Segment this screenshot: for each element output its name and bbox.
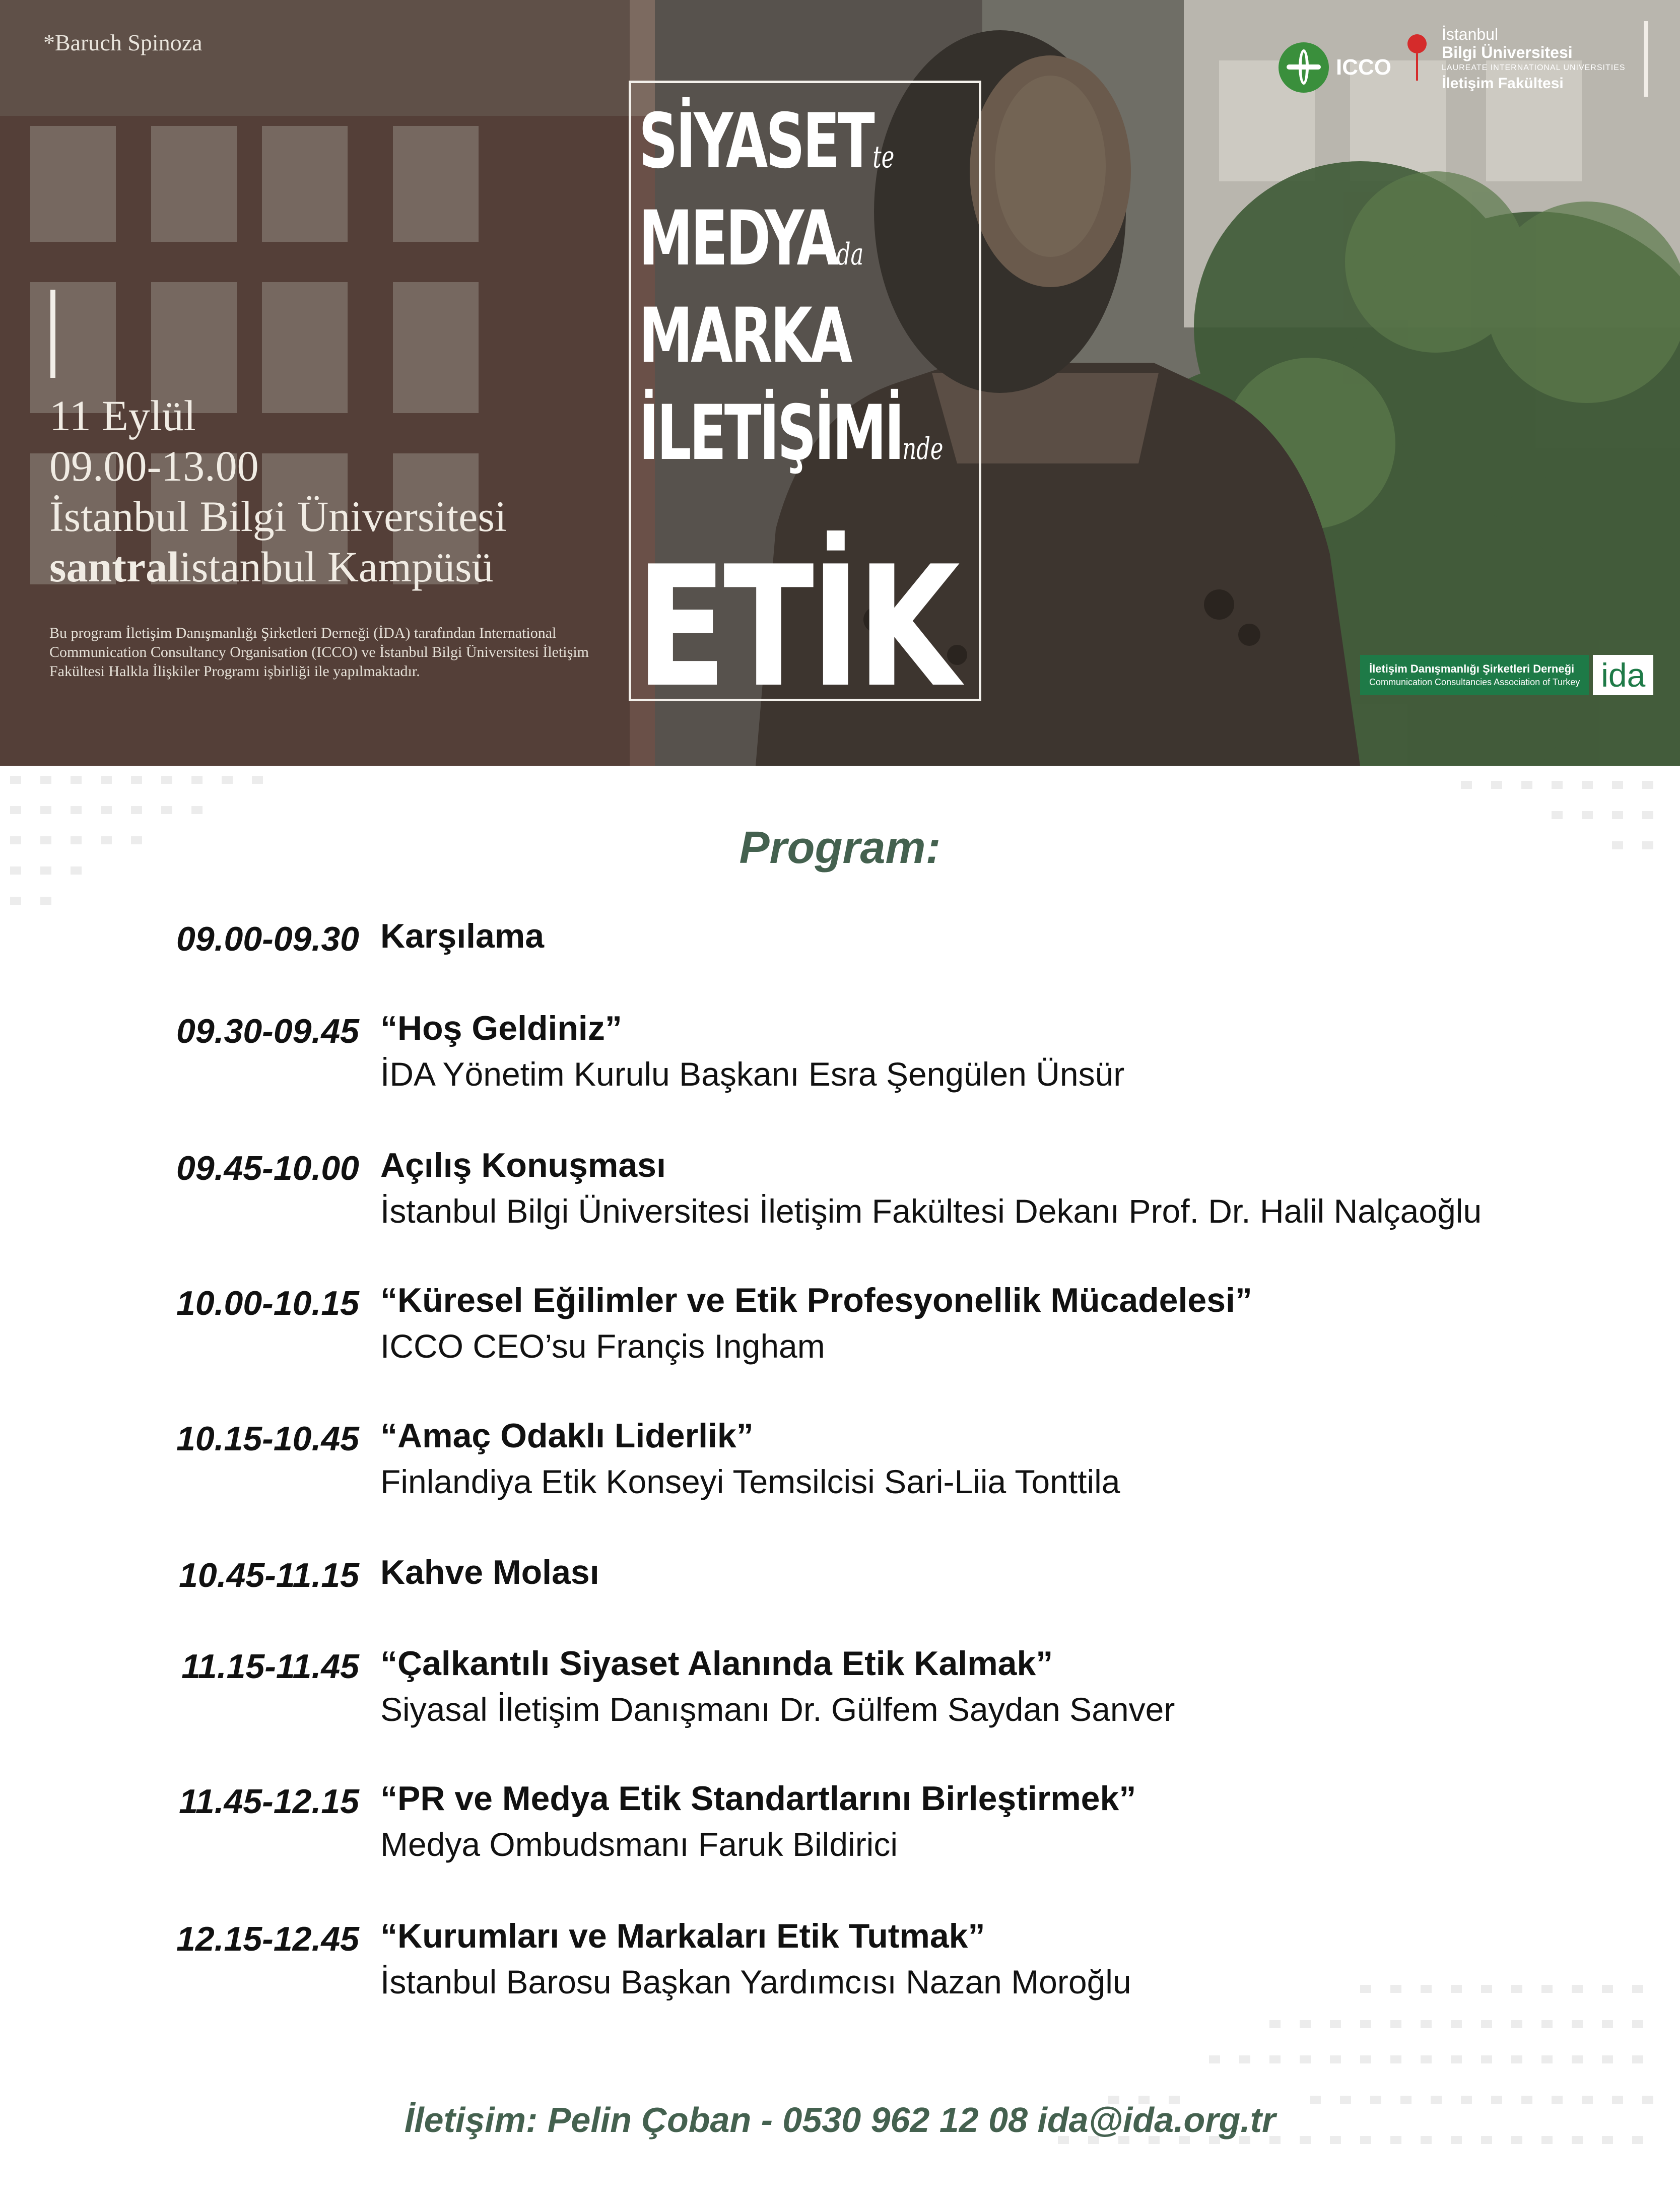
item-speaker: Finlandiya Etik Konseyi Temsilcisi Sari-Liia Tonttila bbox=[380, 1463, 1120, 1500]
item-speaker: İDA Yönetim Kurulu Başkanı Esra Şengülen Ünsür bbox=[380, 1055, 1125, 1093]
item-time: 11.45-12.15 bbox=[179, 1782, 359, 1821]
ida-name: İletişim Danışmanlığı Şirketleri Derneği bbox=[1369, 662, 1575, 675]
event-info bbox=[49, 390, 507, 592]
decorative-bar bbox=[1644, 21, 1648, 97]
item-title: Kahve Molası bbox=[380, 1553, 599, 1591]
item-time: 11.15-11.45 bbox=[181, 1647, 359, 1686]
icco-label: ICCO bbox=[1336, 55, 1391, 80]
title-line: İLETİŞİMİnde bbox=[639, 389, 944, 477]
event-title bbox=[639, 98, 1061, 490]
program-section bbox=[0, 766, 1680, 2202]
item-speaker: İstanbul Barosu Başkan Yardımcısı Nazan Moroğlu bbox=[380, 1963, 1131, 2000]
hero-banner bbox=[0, 0, 1680, 766]
program-heading: Program: bbox=[739, 823, 941, 873]
bilgi-line3: LAUREATE INTERNATIONAL UNIVERSITIES bbox=[1442, 63, 1626, 72]
event-university: İstanbul Bilgi Üniversitesi bbox=[49, 492, 507, 541]
event-note: Bu program İletişim Danışmanlığı Şirketleri Derneği (İDA) tarafından International Communication Consultancy Organisation (ICCO) ve İstanbul Bilgi Üniversitesi İletişim Fakültesi Halkla İlişkiler Programı işbirliği ile yapılmaktadır. bbox=[49, 625, 589, 680]
item-time: 10.15-10.45 bbox=[176, 1420, 359, 1458]
item-speaker: Siyasal İletişim Danışmanı Dr. Gülfem Saydan Sanver bbox=[380, 1691, 1175, 1728]
decorative-bar bbox=[50, 290, 55, 378]
icco-globe-icon bbox=[1279, 42, 1329, 93]
item-time: 10.00-10.15 bbox=[176, 1284, 359, 1322]
item-title: “PR ve Medya Etik Standartlarını Birleştirmek” bbox=[380, 1779, 1136, 1818]
item-speaker: İstanbul Bilgi Üniversitesi İletişim Fakültesi Dekanı Prof. Dr. Halil Nalçaoğlu bbox=[380, 1192, 1482, 1230]
item-title: Karşılama bbox=[380, 917, 545, 955]
item-title: “Küresel Eğilimler ve Etik Profesyonellik Mücadelesi” bbox=[380, 1281, 1252, 1319]
item-speaker: ICCO CEO’su Françis Ingham bbox=[380, 1327, 825, 1365]
icco-logo bbox=[1279, 42, 1391, 93]
ida-english: Communication Consultancies Association of Turkey bbox=[1369, 677, 1580, 687]
item-time: 10.45-11.15 bbox=[179, 1556, 359, 1594]
photo-credit: *Baruch Spinoza bbox=[43, 30, 203, 55]
item-title: Açılış Konuşması bbox=[380, 1146, 666, 1184]
campus-rest: istanbul Kampüsü bbox=[179, 543, 494, 591]
bilgi-line2: Bilgi Üniversitesi bbox=[1442, 43, 1573, 61]
item-title: “Kurumları ve Markaları Etik Tutmak” bbox=[380, 1917, 985, 1955]
title-line: MARKA bbox=[639, 292, 850, 380]
title-line: MEDYAda bbox=[639, 195, 864, 283]
bilgi-emblem-icon bbox=[1405, 25, 1429, 81]
ida-short: ida bbox=[1593, 655, 1653, 695]
item-title: “Hoş Geldiniz” bbox=[380, 1009, 622, 1047]
title-line: SİYASETte bbox=[639, 98, 895, 185]
item-title: “Çalkantılı Siyaset Alanında Etik Kalmak” bbox=[380, 1644, 1053, 1683]
bilgi-logo bbox=[1405, 25, 1626, 93]
event-campus bbox=[49, 542, 507, 592]
contact-line: İletişim: Pelin Çoban - 0530 962 12 08 ida@ida.org.tr bbox=[404, 2100, 1276, 2140]
bilgi-line4: İletişim Fakültesi bbox=[1442, 75, 1564, 92]
event-date: 11 Eylül bbox=[49, 391, 196, 440]
item-time: 09.00-09.30 bbox=[176, 920, 359, 958]
event-time: 09.00-13.00 bbox=[49, 442, 259, 490]
item-time: 12.15-12.45 bbox=[176, 1920, 359, 1958]
ida-logo bbox=[1360, 655, 1653, 695]
item-time: 09.30-09.45 bbox=[176, 1012, 359, 1050]
campus-bold: santral bbox=[49, 543, 179, 591]
title-etik: ETİK bbox=[636, 530, 957, 724]
bilgi-line1: İstanbul bbox=[1442, 25, 1499, 43]
item-time: 09.45-10.00 bbox=[176, 1149, 359, 1187]
item-title: “Amaç Odaklı Liderlik” bbox=[380, 1417, 754, 1455]
item-speaker: Medya Ombudsmanı Faruk Bildirici bbox=[380, 1826, 898, 1863]
